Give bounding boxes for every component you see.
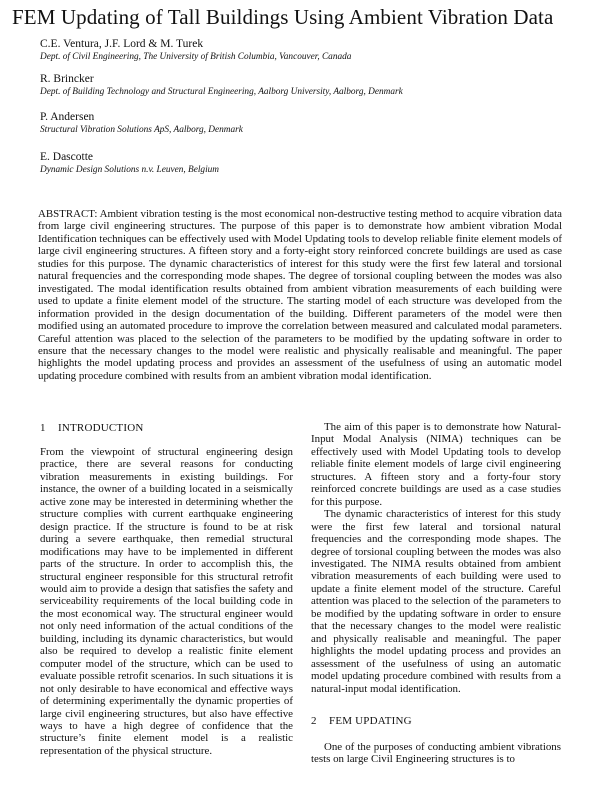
section-2-heading xyxy=(311,714,412,728)
author-affiliation-3: Structural Vibration Solutions ApS, Aalborg, Denmark xyxy=(40,125,243,135)
author-affiliation-1: Dept. of Civil Engineering, The University of British Columbia, Vancouver, Canada xyxy=(40,52,352,62)
section-2-number: 2 xyxy=(311,715,317,727)
author-names-3: P. Andersen xyxy=(40,111,95,123)
author-names-4: E. Dascotte xyxy=(40,151,94,163)
left-column xyxy=(40,446,293,798)
fem-updating-paragraph: One of the purposes of conducting ambient vibrations tests on large Civil Engineering structures is to xyxy=(311,741,561,766)
abstract: ABSTRACT: Ambient vibration testing is the most economical non-destructive testing method to acquire vibration data from large civil engineering structures. The purpose of this paper is to demonstrate how ambient vibration Modal Identification techniques can be effectively used with Model Updating tools to develop reliable finite element models of large civil engineering structures. A fifteen story and a forty-eight story reinforced concrete buildings are used as case studies for this purpose. The dynamic characteristics of interest for this study were the first few lateral and torsional natural frequencies and the corresponding mode shapes. The degree of torsional coupling between the modes was also investigated. The modal identification results obtained from ambient vibration measurements of each building were used to update a finite element model of the structure. The starting model of each structure was developed from the information provided in the design documentation of the building. Different parameters of the model were then modified using an automated procedure to improve the correlation between measured and calculated modal parameters. Careful attention was placed to the selection of the parameters to be modified by the updating software in order to ensure that the necessary changes to the model were realistic and physically realisable and meaningful. The paper highlights the model updating process and provides an assessment of the usefulness of using an automatic model updating procedure combined with results from an ambient vibration modal identification. xyxy=(38,208,562,382)
paper-title: FEM Updating of Tall Buildings Using Ambient Vibration Data xyxy=(12,5,554,29)
section-1-number: 1 xyxy=(40,422,46,434)
author-affiliation-4: Dynamic Design Solutions n.v. Leuven, Belgium xyxy=(40,165,220,175)
fem-updating-text xyxy=(311,741,561,766)
section-1-title: INTRODUCTION xyxy=(58,422,144,434)
dynamic-characteristics-paragraph: The dynamic characteristics of interest for this study were the first few lateral and torsional natural frequencies and the corresponding mode shapes. The degree of torsional coupling between the modes was also investigated. The NIMA results obtained from ambient vibration measurements of each building were used to update a finite element model of the structure. Careful attention was placed to the selection of the parameters to be modified by the updating software in order to ensure that the necessary changes to the model were realistic and physically realisable and meaningful. The paper highlights the model updating process and provides an assessment of the usefulness of using an automatic model updating procedure combined with results from a natural-input modal identification. xyxy=(311,508,561,695)
author-affiliation-2: Dept. of Building Technology and Structural Engineering, Aalborg University, Aalborg, Denmark xyxy=(40,87,403,97)
author-names-1: C.E. Ventura, J.F. Lord & M. Turek xyxy=(40,38,204,50)
introduction-paragraph: From the viewpoint of structural engineering design practice, there are several reasons for conducting vibration measurements in existing buildings. For instance, the owner of a building located in a seismically active zone may be interested in determining whether the structure complies with current earthquake engineering design practice. If the structure is found to be at risk during a severe earthquake, then remedial structural modifications may have to be implemented in different parts of the structure. In order to accomplish this, the structural engineer responsible for this structural retrofit would aim to provide a design that satisfies the safety and serviceability requirements of the local building code in the most economical way. The structural engineer would not only need information of the actual conditions of the building, including its dynamic characteristics, but would also be required to develop a realistic finite element computer model of the structure, which can be used to evaluate possible retrofit scenarios. In such situations it is not only desirable to have economical and effective ways of determining experimentally the dynamic properties of large civil engineering structures, but also have effective ways to have a high degree of confidence that the structure’s finite element model is a realistic representation of the physical structure. xyxy=(40,446,293,757)
section-1-heading xyxy=(40,421,144,435)
author-names-2: R. Brincker xyxy=(40,73,94,85)
section-2-title: FEM UPDATING xyxy=(329,715,412,727)
right-column xyxy=(311,421,561,749)
aim-paragraph: The aim of this paper is to demonstrate how Natural-Input Modal Analysis (NIMA) techniques can be effectively used with Model Updating tools to develop reliable finite element models of large civil engineering structures. A fifteen story and a forty-four story reinforced concrete buildings are used as a case studies for this purpose. xyxy=(311,421,561,508)
